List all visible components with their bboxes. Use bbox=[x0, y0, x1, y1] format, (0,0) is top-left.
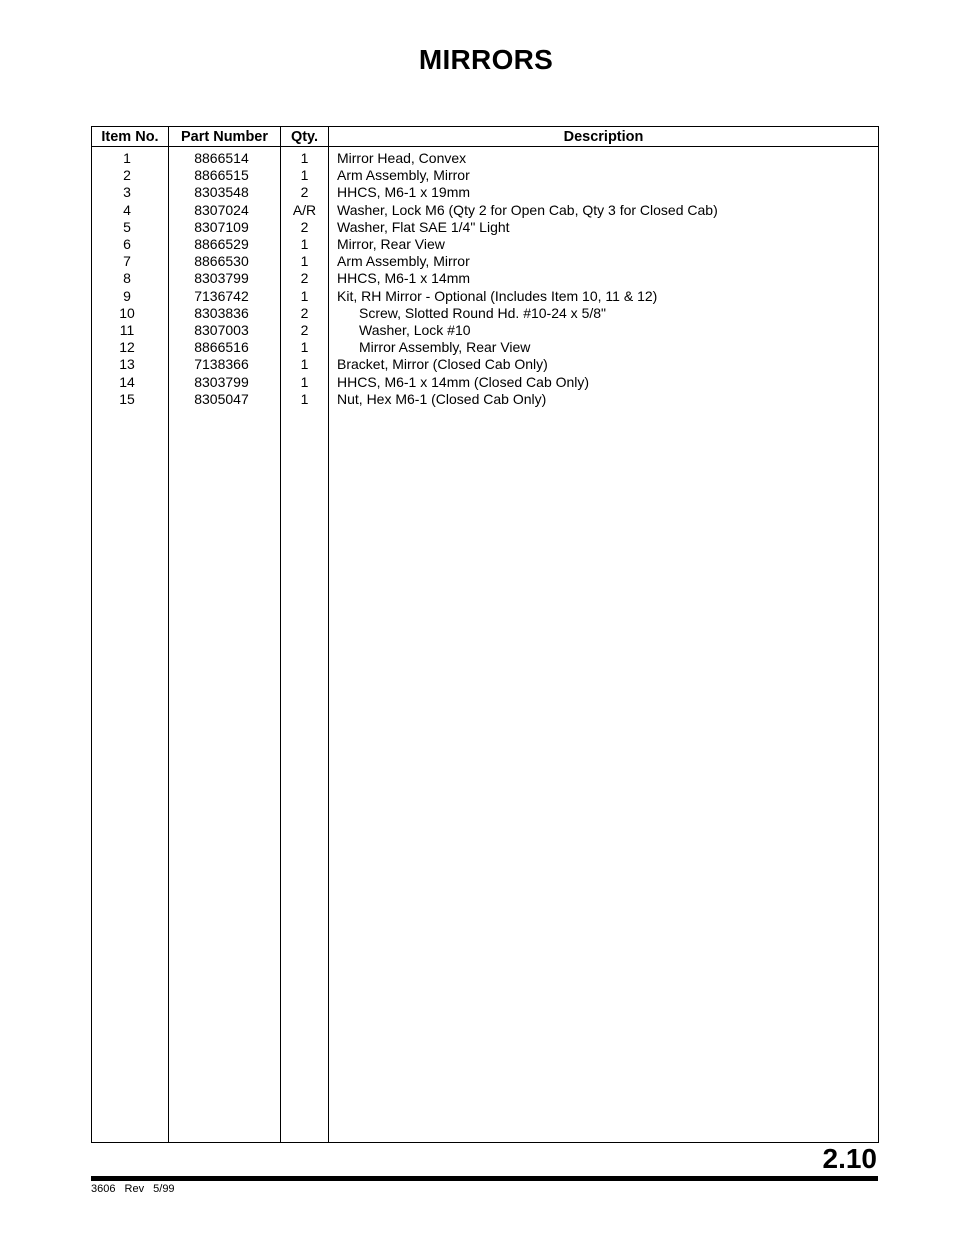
quantity-cell: 1 bbox=[281, 147, 329, 168]
table-row bbox=[92, 339, 879, 356]
table-row bbox=[92, 202, 879, 219]
part-number-cell: 8307024 bbox=[169, 202, 281, 219]
blank-cell bbox=[281, 408, 329, 1142]
part-number-cell: 7136742 bbox=[169, 288, 281, 305]
table-row bbox=[92, 147, 879, 168]
table-row bbox=[92, 253, 879, 270]
quantity-cell: 1 bbox=[281, 339, 329, 356]
header-qty: Qty. bbox=[281, 127, 329, 147]
quantity-cell: 1 bbox=[281, 167, 329, 184]
item-number-cell: 13 bbox=[92, 356, 169, 373]
description-cell: Mirror Head, Convex bbox=[329, 147, 879, 168]
table-row bbox=[92, 322, 879, 339]
description-cell: Mirror, Rear View bbox=[329, 236, 879, 253]
table-row bbox=[92, 167, 879, 184]
item-number-cell: 12 bbox=[92, 339, 169, 356]
header-description: Description bbox=[329, 127, 879, 147]
part-number-cell: 8305047 bbox=[169, 391, 281, 408]
footer-revision: 3606 Rev 5/99 bbox=[91, 1183, 175, 1195]
part-number-cell: 8307003 bbox=[169, 322, 281, 339]
item-number-cell: 14 bbox=[92, 374, 169, 391]
quantity-cell: 1 bbox=[281, 253, 329, 270]
blank-cell bbox=[92, 408, 169, 1142]
quantity-cell: 2 bbox=[281, 219, 329, 236]
quantity-cell: A/R bbox=[281, 202, 329, 219]
description-cell: Bracket, Mirror (Closed Cab Only) bbox=[329, 356, 879, 373]
section-number: 2.10 bbox=[822, 1143, 877, 1174]
quantity-cell: 1 bbox=[281, 288, 329, 305]
item-number-cell: 5 bbox=[92, 219, 169, 236]
table-row bbox=[92, 219, 879, 236]
parts-table bbox=[91, 126, 879, 1143]
part-number-cell: 8866529 bbox=[169, 236, 281, 253]
table-row bbox=[92, 184, 879, 201]
part-number-cell: 8303799 bbox=[169, 270, 281, 287]
item-number-cell: 8 bbox=[92, 270, 169, 287]
description-cell: Arm Assembly, Mirror bbox=[329, 253, 879, 270]
description-cell: Kit, RH Mirror - Optional (Includes Item 10, 11 & 12) bbox=[329, 288, 879, 305]
header-part-number: Part Number bbox=[169, 127, 281, 147]
description-cell: Mirror Assembly, Rear View bbox=[329, 339, 879, 356]
part-number-cell: 8866515 bbox=[169, 167, 281, 184]
part-number-cell: 8866530 bbox=[169, 253, 281, 270]
parts-table-body bbox=[92, 147, 879, 1143]
footer-rule bbox=[91, 1176, 878, 1181]
description-cell: HHCS, M6-1 x 19mm bbox=[329, 184, 879, 201]
table-row bbox=[92, 356, 879, 373]
description-cell: Screw, Slotted Round Hd. #10-24 x 5/8" bbox=[329, 305, 879, 322]
part-number-cell: 8303836 bbox=[169, 305, 281, 322]
item-number-cell: 7 bbox=[92, 253, 169, 270]
part-number-cell: 8866514 bbox=[169, 147, 281, 168]
quantity-cell: 2 bbox=[281, 184, 329, 201]
quantity-cell: 2 bbox=[281, 270, 329, 287]
description-cell: HHCS, M6-1 x 14mm (Closed Cab Only) bbox=[329, 374, 879, 391]
table-row bbox=[92, 305, 879, 322]
page-title: MIRRORS bbox=[418, 44, 554, 75]
table-row bbox=[92, 288, 879, 305]
item-number-cell: 3 bbox=[92, 184, 169, 201]
table-row bbox=[92, 391, 879, 408]
quantity-cell: 2 bbox=[281, 322, 329, 339]
description-cell: Washer, Lock #10 bbox=[329, 322, 879, 339]
quantity-cell: 2 bbox=[281, 305, 329, 322]
description-cell: Arm Assembly, Mirror bbox=[329, 167, 879, 184]
item-number-cell: 6 bbox=[92, 236, 169, 253]
table-row bbox=[92, 374, 879, 391]
description-cell: Washer, Lock M6 (Qty 2 for Open Cab, Qty 3 for Closed Cab) bbox=[329, 202, 879, 219]
quantity-cell: 1 bbox=[281, 374, 329, 391]
quantity-cell: 1 bbox=[281, 391, 329, 408]
item-number-cell: 1 bbox=[92, 147, 169, 168]
quantity-cell: 1 bbox=[281, 356, 329, 373]
table-row bbox=[92, 236, 879, 253]
table-row bbox=[92, 270, 879, 287]
item-number-cell: 4 bbox=[92, 202, 169, 219]
table-blank-space bbox=[92, 408, 879, 1142]
item-number-cell: 2 bbox=[92, 167, 169, 184]
table-header-row bbox=[92, 127, 879, 147]
quantity-cell: 1 bbox=[281, 236, 329, 253]
part-number-cell: 8303799 bbox=[169, 374, 281, 391]
description-cell: Washer, Flat SAE 1/4" Light bbox=[329, 219, 879, 236]
part-number-cell: 7138366 bbox=[169, 356, 281, 373]
blank-cell bbox=[329, 408, 879, 1142]
blank-cell bbox=[169, 408, 281, 1142]
item-number-cell: 15 bbox=[92, 391, 169, 408]
part-number-cell: 8303548 bbox=[169, 184, 281, 201]
item-number-cell: 9 bbox=[92, 288, 169, 305]
part-number-cell: 8866516 bbox=[169, 339, 281, 356]
header-item-no: Item No. bbox=[92, 127, 169, 147]
item-number-cell: 10 bbox=[92, 305, 169, 322]
description-cell: Nut, Hex M6-1 (Closed Cab Only) bbox=[329, 391, 879, 408]
description-cell: HHCS, M6-1 x 14mm bbox=[329, 270, 879, 287]
part-number-cell: 8307109 bbox=[169, 219, 281, 236]
item-number-cell: 11 bbox=[92, 322, 169, 339]
